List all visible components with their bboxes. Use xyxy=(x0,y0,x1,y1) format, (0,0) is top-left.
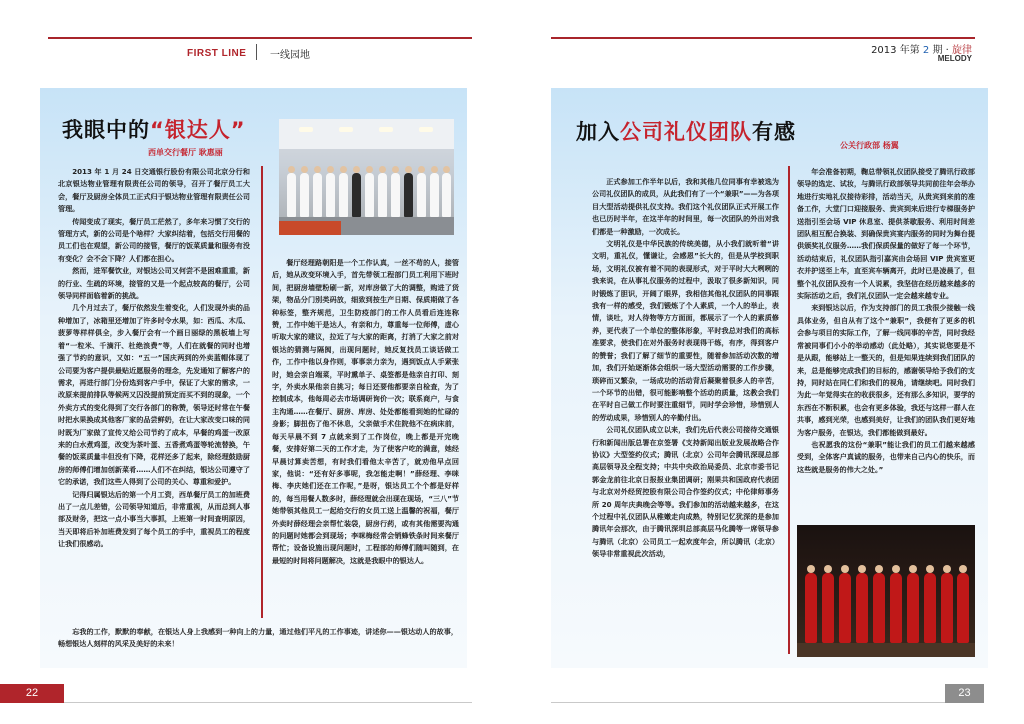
footer-rule-right xyxy=(551,702,945,703)
issue-number: 2 xyxy=(922,45,930,56)
header-section-name: 一线园地 xyxy=(270,50,310,61)
left-title-part1: 我眼中的 xyxy=(62,118,150,142)
paragraph: 也祝愿我的这份“兼职”能让我们的员工们越来越感受到，全体客户真诚的服务，也带来自己内心的快乐，而这些就是服务的伟大之处。” xyxy=(797,439,975,474)
issue-prefix: 2013 年第 xyxy=(871,45,920,56)
paragraph: 正式参加工作半年以后，我和其他几位同事有幸被选为公司礼仪团队的成员，从此我们有了一个“兼职”——为各项目大型活动提供礼仪支持。我们这个礼仪团队正式开展工作也已历时半年，在这半年的时间里，每一次团队的外出对我们都是一种激励，一次成长。 xyxy=(592,177,779,236)
paragraph: 2013 年 1 月 24 日交通银行股份有限公司北京分行和北京银达物业管理有限责任公司的领导，召开了餐厅员工大会，餐厅及厨房全体员工正式归于银达物业管理有限责任公司管理。 xyxy=(58,167,250,214)
paragraph: 公司礼仪团队成立以来，我们先后代表公司接待交通银行和新闻出版总署在京签署《支持新闻出版业发展战略合作协议》大型签约仪式；腾讯（北京）公司年会腾讯深现总部高层领导及全程支持；中共中央政治局委员、北京市委书记郭金龙前往北京日报报业集团调研；刚果共和国政府代表团与北京对外经贸控股有限公司合作签约仪式；中伦律师事务所 20 周年庆典晚会等等。我们参加的活动越来越多，在这个过程中礼仪团队从稚嫩走向成熟，特别记忆犹深的是参加腾讯年会那次，由于腾讯深圳总部高层马化腾等一席领导参与腾讯（北京）公司员工一起欢度年会，所以腾讯（北京）领导非常重视此次活动， xyxy=(592,425,779,559)
closing-paragraph: 忘我的工作，默默的奉献，在银达人身上我感到一种向上的力量，通过他们平凡的工作事迹，讲述你——银达动人的故事，畅想银达人刻样的风采及美好的未来！ xyxy=(58,627,458,649)
magazine-name-en: MELODY xyxy=(937,54,972,63)
footer-rule-left xyxy=(64,702,472,703)
right-column-divider xyxy=(788,166,790,654)
right-article-title xyxy=(576,116,796,146)
paragraph: 然而，进军餐饮业，对银达公司又何尝不是困难重重，新的行业、生疏的环境，接管的又是一个起点较高的餐厅，公司领导同样面临着新的挑战。 xyxy=(58,266,250,301)
left-column-divider xyxy=(261,166,263,618)
right-title-part2: 公司礼仪团队 xyxy=(620,120,752,144)
left-article-column-2 xyxy=(272,257,459,618)
right-title-part1: 加入 xyxy=(576,120,620,144)
right-page-number: 23 xyxy=(945,684,984,703)
issue-suffix: 期 · xyxy=(932,45,952,56)
right-article-column-1 xyxy=(592,176,779,652)
right-article-author: 公关行政部 杨翼 xyxy=(840,141,899,150)
header-section-label: FIRST LINE xyxy=(187,48,247,59)
etiquette-team-photo xyxy=(797,525,975,657)
left-article-author: 西单交行餐厅 耿惠丽 xyxy=(148,148,223,157)
header-rule-left xyxy=(48,37,472,39)
paragraph: 文明礼仪是中华民族的传统美德，从小我们就听着“讲文明，重礼仪，懂谦让，会感恩”长大的，但是从学校到职场，文明礼仪被有着不同的表现形式，对于平时大大咧咧的我来说，在从事礼仪服务的过程中，汲取了很多新知识，同时锻炼了胆识，开阔了眼界，我相信其他礼仪团队的同事跟我有一样的感受，我们锻炼了个人素质，一个人的举止，表情，谈吐，对人待物等方方面面，都展示了一个人的素质修养，更代表了一个单位的整体形象，平时我总对我们的高标准要求，使我们在对外服务时表现得干练，有序，得到客户的赞誉；我们了解了细节的重要性，随着参加活动次数的增加，我们开始逐渐体会组织一场大型活动需要的工作步骤，琐碎而又繁杂，一场成功的活动背后凝聚着很多人的辛苦，一个环节的出错，很可能影响整个活动的质量，这教会我们在平时自己做工作时要注重细节，同时学会珍惜，珍惜别人的劳动成果，珍惜别人的辛勤付出。 xyxy=(592,239,779,422)
left-title-part2: “银达人” xyxy=(150,118,246,142)
left-page-number: 22 xyxy=(0,684,64,703)
header-separator xyxy=(256,44,257,60)
right-article-column-2 xyxy=(797,166,975,518)
left-article-title xyxy=(62,114,246,144)
header-rule-right xyxy=(551,37,975,39)
left-article-closing xyxy=(58,626,458,652)
paragraph: 几个月过去了，餐厅依然发生着变化，人们发现外卖的品种增加了，冰箱里还增加了许多时令水果，如：西瓜、木瓜、菠萝等样样俱全，步入餐厅会有一个画日丽绿的黑板墙上写着“一粒米、千滴汗、杜绝浪费”等，人们在就餐的同时也增强了节约的意识，又如：“五一”国庆两到的外卖蓝帽体现了公司要为客户提供最贴近愿服务的理念，先发通知了解客户的需求，再进行部门分份选到客户手中，保证了大家的需求，一改原来提前排队等候两又囚没提前预定而买不到的现象，一个外卖方式的变化得到了交行各部门的称赞，领导还时常在午餐时把水果换成其他客厂家的品尝鲜奶，在让大家改变口味的同时既为厂家做了宣传又给公司节约了成本，早餐的鸡蛋一改原来的白水煮鸡蛋，改变为茶叶蛋、五香煮鸡蛋等轮流替换，午餐的饭菜质量丰但没有下降，花样还多了起来，除经理鼓励厨房的师傅们增加创新菜肴……人们不在纠结，银达公司遵守了它的承诺，我们这些人得到了公司的关心、尊重和爱护。 xyxy=(58,303,250,487)
paragraph: 来到银达以后，作为支持部门的员工我很少接触一线具体业务，但自从有了这个“兼职”，我便有了更多的机会参与项目的实际工作，了解一线同事的辛苦，同时我经常被同事们小小的举动感动（此处略），其实说您要是不是从跟，能够站上一整天的，但是知果连续到我们团队的来，总是能够完成我们的目标的，感谢领导给予我们的支持，同时站在同仁们和我们的视角，请继续吧。同时我们为此一年觉得实在的收获很多，还有那么多知识，要学的东西在不断积累，也会有更多体验，我还与这样一群人在共事，感到光荣，也感到美好，让我们的团队我们更好地为客户服务，在银达，我们都能做到最好。 xyxy=(797,303,975,437)
paragraph: 传闻变成了现实，餐厅员工茫然了，多年来习惯了交行的管理方式，新的公司是个啥样？大家纠结着，包括交行用餐的员工们也在观望，新公司的接管，餐厅的饭菜质量和服务有没有变化？会不会下降？人们都在担心。 xyxy=(58,216,250,263)
kitchen-staff-photo xyxy=(279,119,454,235)
paragraph: 记得归属银达后的第一个月工资，西单餐厅员工的加班费出了一点儿差错，公司领导知道后，非常重视，从而总到人事部及财务，把这一点小事当大事抓，上班第一时间查明原因，当天即将后补加班费发到了每个员工的手中，重视员工的程度让我们很感动。 xyxy=(58,489,250,549)
issue-name: 旋律 xyxy=(952,45,972,56)
right-title-part3: 有感 xyxy=(752,120,796,144)
paragraph: 餐厅经理路朝阳是一个工作认真，一丝不苟的人，接管后，她从改变环境入手，首先带领工程部门员工利用下班时间，把厨房墙壁粉刷一新，对库房做了大的调整，购进了货架，物品分门别类码放，细致到按生产日期、保质期做了各种标签，整齐规范，卫生防疫部门的工作人员看后连连称赞，工作中她干是达人，有亲和力，尊重每一位师傅，虚心听取大家的建议，拉近了与大家的距离，打消了大家之前对银达的猜测与隔阂，出现问题时，她反复找员工谈话做工作，工作中他以身作则，事事亲力亲为，遇到饭点人手紧张时，她会亲自端菜，平时熏单子、桌签都是他亲自打印、刻字，外卖水果他亲自挑习；每日还要他都要亲自检查，为了控制成本，他每周必去市场调研询价一次；联系商户，与食主沟通……在餐厅、厨房、库房、处处都能看到她的忙碌的身影；脚扭伤了他不休息，父亲做手术住院他不在病床前，每天早晨不到 7 点就来到了工作岗位，晚上都是开完晚餐，安排好第二天的工作才走，为了使客户吃的满意，她经早晨讨算卖苦想，有时我们看他太辛苦了，就劝他早点回家，他说：“还有好多事呢，我怎能走啊！”薛经理、李咪梅、李庆她们还在工作呢，”是呀，银达员工个个都是好样的，每当用餐人数多时，薛经理就会出现在现场，“三八”节她带领其他员工一起给交行的女员工送上温馨的祝福，餐厅外卖时薛经理会亲帮忙装袋，厨房行药，或有其他需要沟通的问题时她都会到现场；李咪梅经常会销蜂铁条时间来餐厅帮忙；设备设施出现问题时，工程部的师傅们随叫随到，在最短的时间将问题解决，这就是我眼中的银达人。 xyxy=(272,258,459,565)
left-article-column-1 xyxy=(58,166,250,618)
paragraph: 年会准备初期，鞠总带领礼仪团队接受了腾讯行政部领导的选定、试妆，与腾讯行政部领导共同前往年会举办地进行实地礼仪接待彩排，活动当天，从贵宾到来前的准备工作，大堂门口迎接服务、贵宾到来后进行专梯服务护送指引至会场 VIP 休息室、提供茶歇服务、利用时间差团队相互配合换装、到确保贵宾宴内服务的同时为舞台提供颁奖礼仪服务……我们保质保量的做好了每一个环节，活动结束后，礼仪团队指引嘉宾由会场回 VIP 贵宾室更衣并护送至上车，直至宾车辆离开，此时已是凌晨了，但整个礼仪团队没有一个人说累，我坚信在经历越来越多的实际活动之后，我们礼仪团队一定会越来越专业。 xyxy=(797,167,975,301)
